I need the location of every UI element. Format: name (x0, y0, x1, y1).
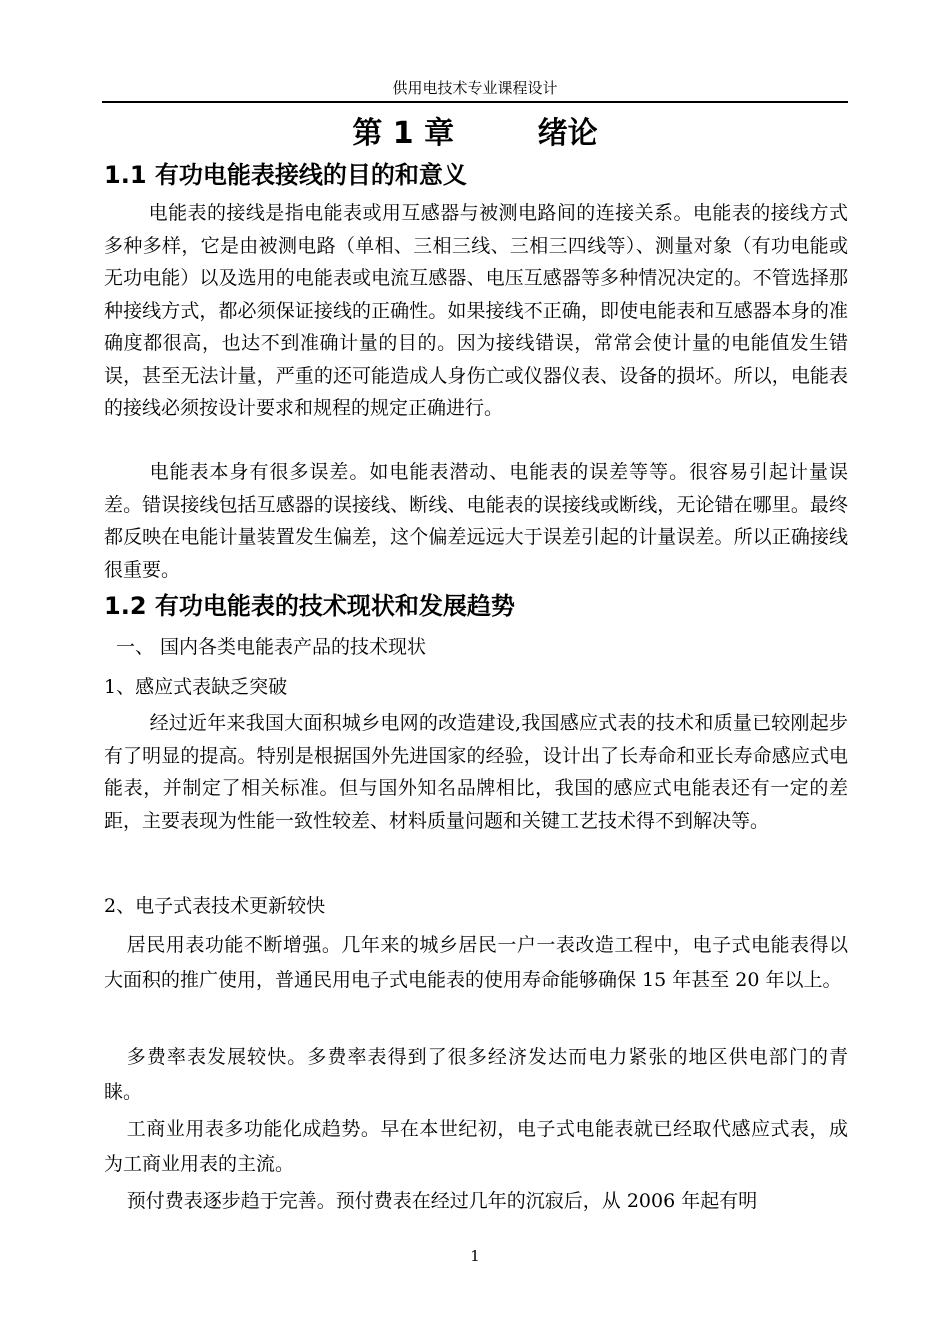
section-heading-1-1: 1.1 有功电能表接线的目的和意义 (104, 161, 467, 189)
paragraph: 经过近年来我国大面积城乡电网的改造建设,我国感应式表的技术和质量已较刚起步有了明显的提高。特别是根据国外先进国家的经验，设计出了长寿命和亚长寿命感应式电能表，并制定了相关标准。但与国外知名品牌相比，我国的感应式电能表还有一定的差距，主要表现为性能一致性较差、材料质量问题和关键工艺技术得不到解决等。 (104, 712, 848, 832)
paragraph: 居民用表功能不断增强。几年来的城乡居民一户一表改造工程中，电子式电能表得以大面积的推广使用，普通民用电子式电能表的使用寿命能够确保 15 年甚至 20 年以上。 (104, 934, 848, 991)
item-title: 2、电子式表技术更新较快 (104, 895, 326, 917)
section-heading-1-2: 1.2 有功电能表的技术现状和发展趋势 (104, 592, 515, 620)
item-title: 1、感应式表缺乏突破 (104, 676, 288, 698)
chapter-title: 第 1 章 绪论 (352, 116, 598, 151)
subsection-heading: 一、 国内各类电能表产品的技术现状 (116, 636, 427, 658)
paragraph: 工商业用表多功能化成趋势。早在本世纪初，电子式电能表就已经取代感应式表，成为工商业用表的主流。 (104, 1118, 848, 1175)
paragraph: 多费率表发展较快。多费率表得到了很多经济发达而电力紧张的地区供电部门的青睐。 (104, 1046, 848, 1103)
paragraph: 电能表本身有很多误差。如电能表潜动、电能表的误差等等。很容易引起计量误差。错误接线包括互感器的误接线、断线、电能表的误接线或断线，无论错在哪里。最终都反映在电能计量装置发生偏差，这个偏差远远大于误差引起的计量误差。所以正确接线很重要。 (104, 461, 848, 581)
page-header: 供用电技术专业课程设计 (392, 79, 558, 97)
paragraph: 电能表的接线是指电能表或用互感器与被测电路间的连接关系。电能表的接线方式多种多样，它是由被测电路（单相、三相三线、三相三四线等）、测量对象（有功电能或无功电能）以及选用的电能表或电流互感器、电压互感器等多种情况决定的。不管选择那种接线方式，都必须保证接线的正确性。如果接线不正确，即使电能表和互感器本身的准确度都很高，也达不到准确计量的目的。因为接线错误，常常会使计量的电能值发生错误，甚至无法计量，严重的还可能造成人身伤亡或仪器仪表、设备的损坏。所以，电能表的接线必须按设计要求和规程的规定正确进行。 (104, 202, 848, 419)
header-rule (102, 101, 848, 103)
page-number: 1 (470, 1247, 480, 1265)
paragraph: 预付费表逐步趋于完善。预付费表在经过几年的沉寂后，从 2006 年起有明 (126, 1190, 758, 1212)
